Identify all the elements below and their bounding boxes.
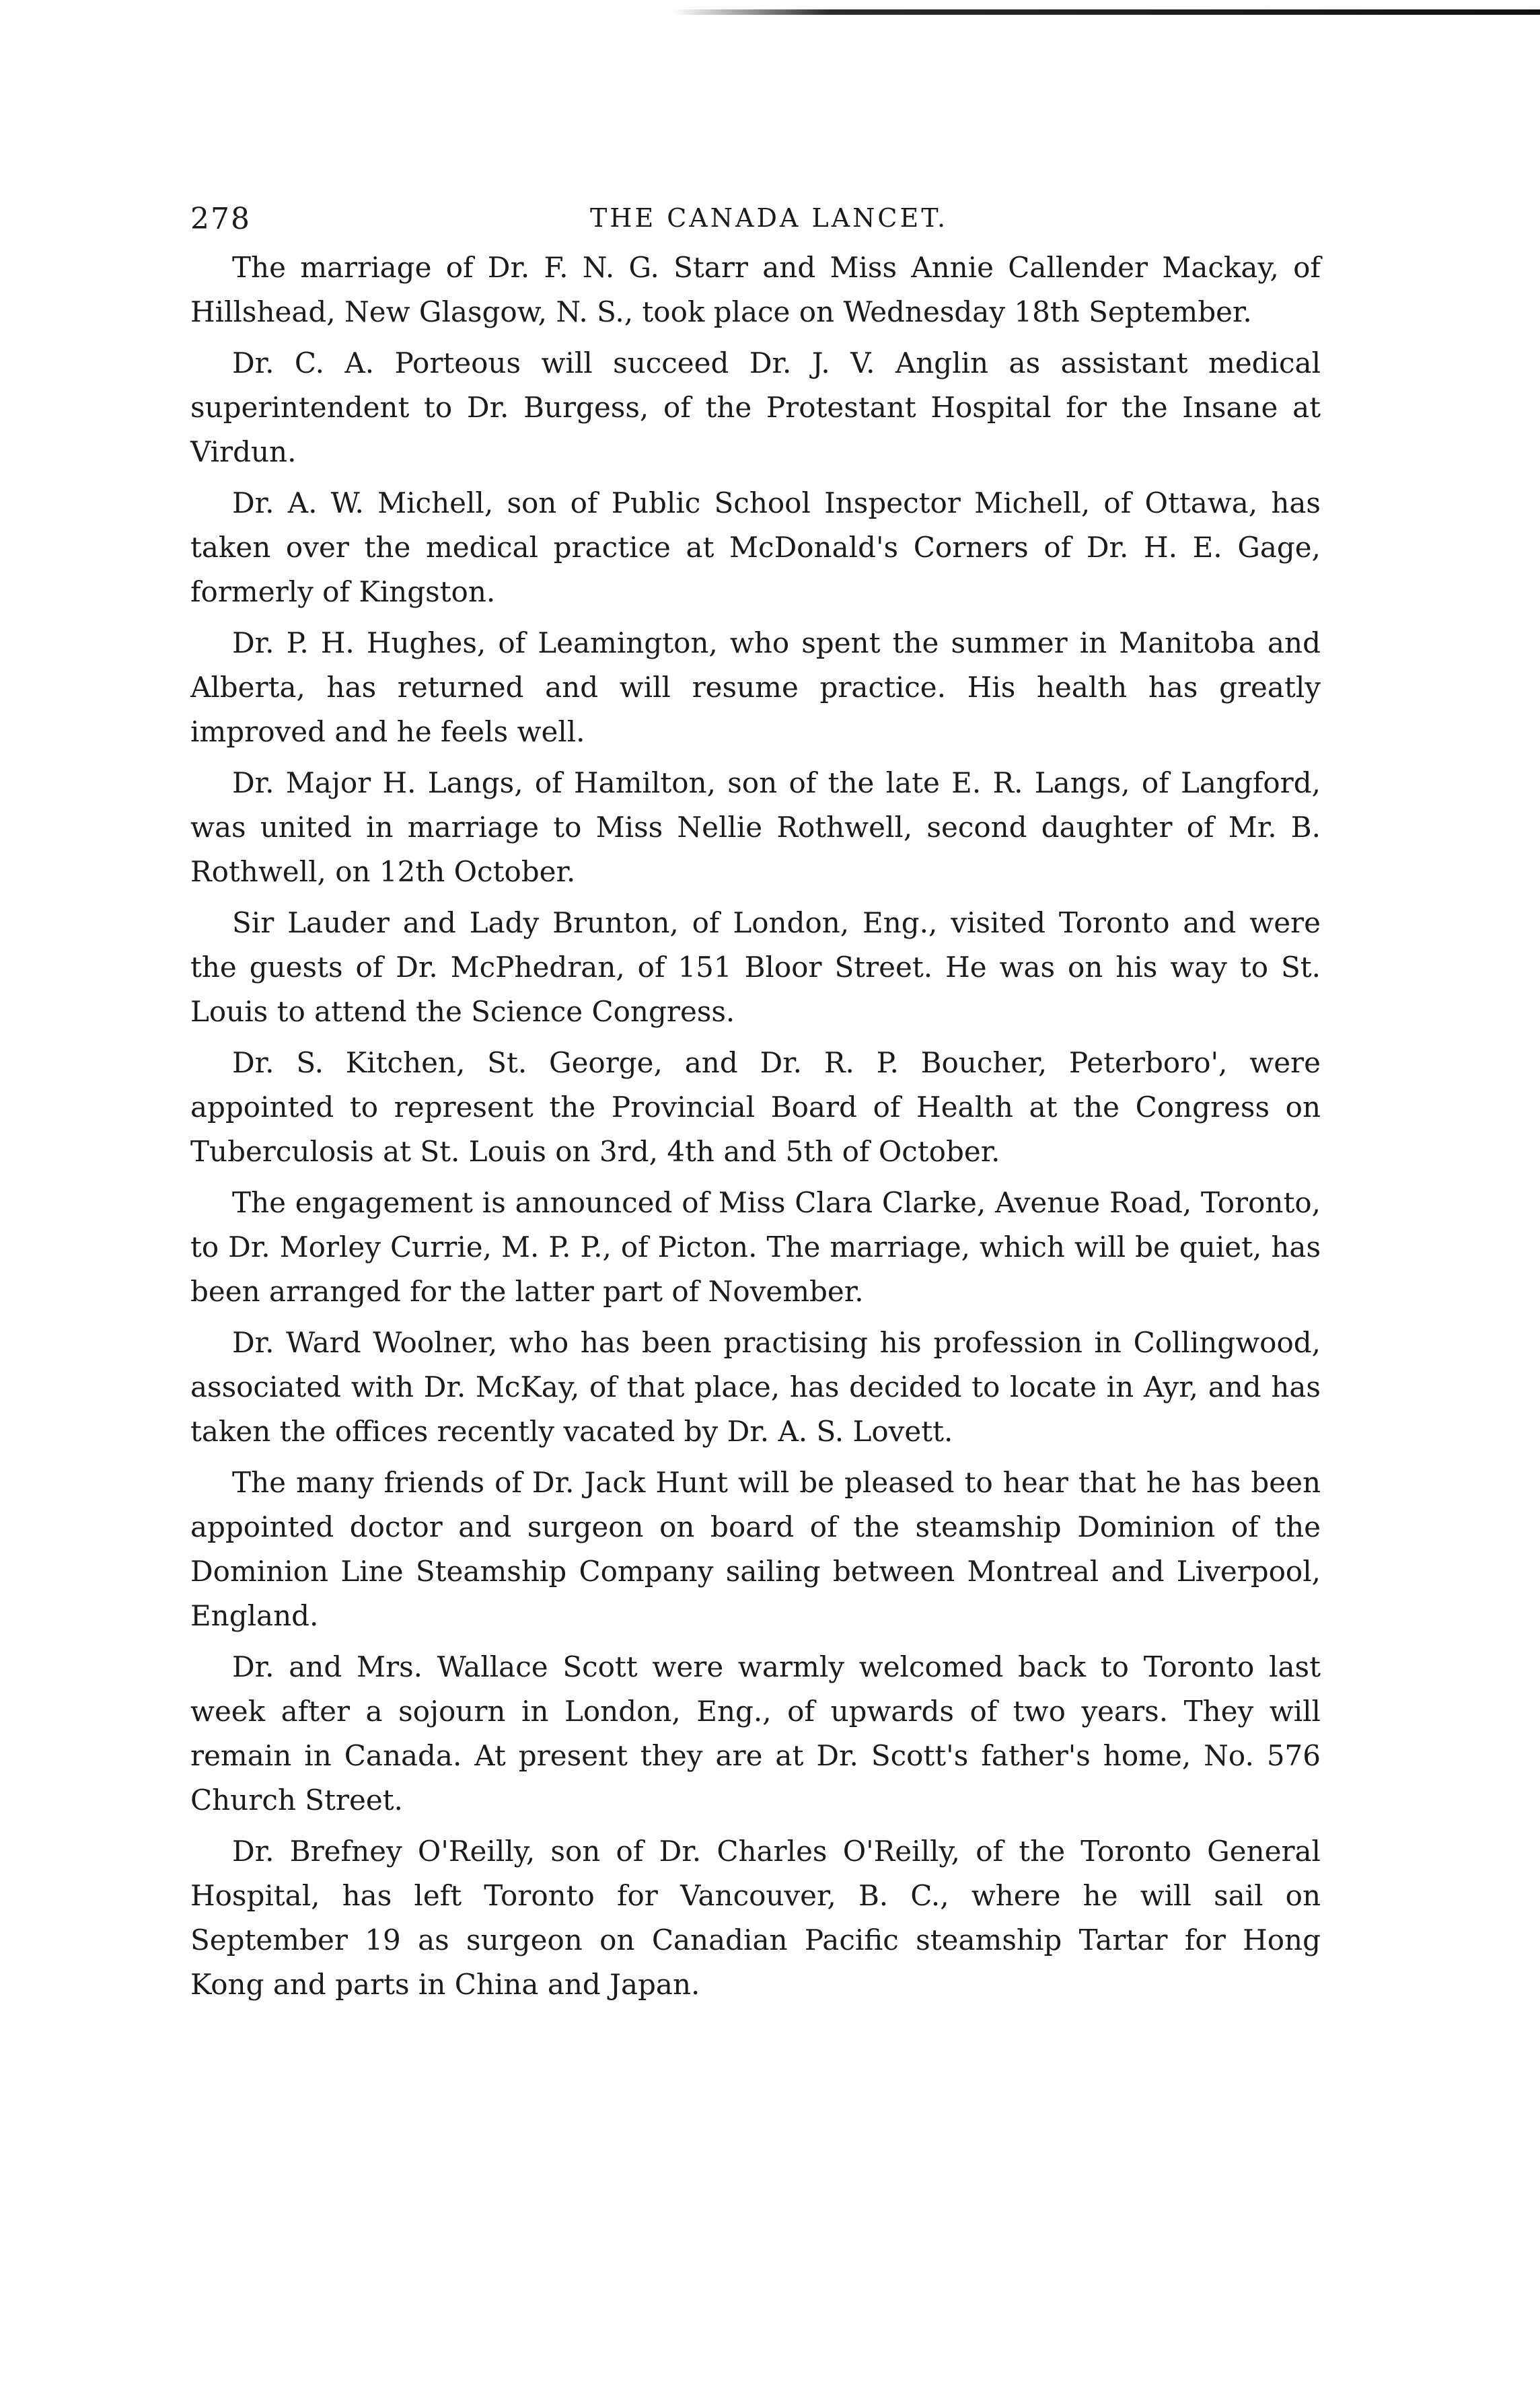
paragraph-oreilly: Dr. Brefney O'Reilly, son of Dr. Charles O'Reilly, of the Toronto General Hospital, has left Toronto for Vancouver, B. C., where he will sail on September 19 as surgeon on Canadian Pacific steamship Tartar for Hong Kong and parts in China and Japan.: [190, 1835, 1321, 2001]
paragraph-hunt: The many friends of Dr. Jack Hunt will be pleased to hear that he has been appointed doctor and surgeon on board of the steamship Dominion of the Dominion Line Steamship Company sailing between Montreal and Liverpool, England.: [190, 1466, 1321, 1632]
paragraph-brunton: Sir Lauder and Lady Brunton, of London, Eng., visited Toronto and were the guests of Dr. McPhedran, of 151 Bloor Street. He was on his way to St. Louis to attend the Science Congress.: [190, 906, 1321, 1028]
paragraph-starr-marriage: The marriage of Dr. F. N. G. Starr and Miss Annie Callender Mackay, of Hillshead, New Glasgow, N. S., took place on Wednesday 18th September.: [190, 251, 1321, 328]
paragraph-kitchen-boucher: Dr. S. Kitchen, St. George, and Dr. R. P. Boucher, Peterboro', were appointed to represent the Provincial Board of Health at the Congress on Tuberculosis at St. Louis on 3rd, 4th and 5th of October.: [190, 1046, 1321, 1168]
paragraph-scott: Dr. and Mrs. Wallace Scott were warmly welcomed back to Toronto last week after a sojourn in London, Eng., of upwards of two years. They will remain in Canada. At present they are at Dr. Scott's father's home, No. 576 Church Street.: [190, 1650, 1321, 1817]
scan-edge-rule: [673, 9, 1540, 15]
paragraph-porteous: Dr. C. A. Porteous will succeed Dr. J. V. Anglin as assistant medical superintendent to Dr. Burgess, of the Protestant Hospital for the Insane at Virdun.: [190, 346, 1321, 468]
page-number: 278: [190, 202, 251, 236]
paragraph-michell: Dr. A. W. Michell, son of Public School Inspector Michell, of Ottawa, has taken over the medical practice at McDonald's Corners of Dr. H. E. Gage, formerly of Kingston.: [190, 486, 1321, 608]
paragraph-langs-marriage: Dr. Major H. Langs, of Hamilton, son of the late E. R. Langs, of Langford, was united in marriage to Miss Nellie Rothwell, second daughter of Mr. B. Rothwell, on 12th October.: [190, 766, 1321, 888]
paragraph-hughes: Dr. P. H. Hughes, of Leamington, who spent the summer in Manitoba and Alberta, has returned and will resume practice. His health has greatly improved and he feels well.: [190, 626, 1321, 748]
paragraph-woolner: Dr. Ward Woolner, who has been practising his profession in Collingwood, associated with Dr. McKay, of that place, has decided to locate in Ayr, and has taken the offices recently vacated by Dr. A. S. Lovett.: [190, 1326, 1321, 1448]
article-body: [190, 246, 1321, 2014]
paragraph-clarke-engagement: The engagement is announced of Miss Clara Clarke, Avenue Road, Toronto, to Dr. Morley Currie, M. P. P., of Picton. The marriage, which will be quiet, has been arranged for the latter part of November.: [190, 1186, 1321, 1308]
running-head: THE CANADA LANCET.: [589, 203, 949, 233]
